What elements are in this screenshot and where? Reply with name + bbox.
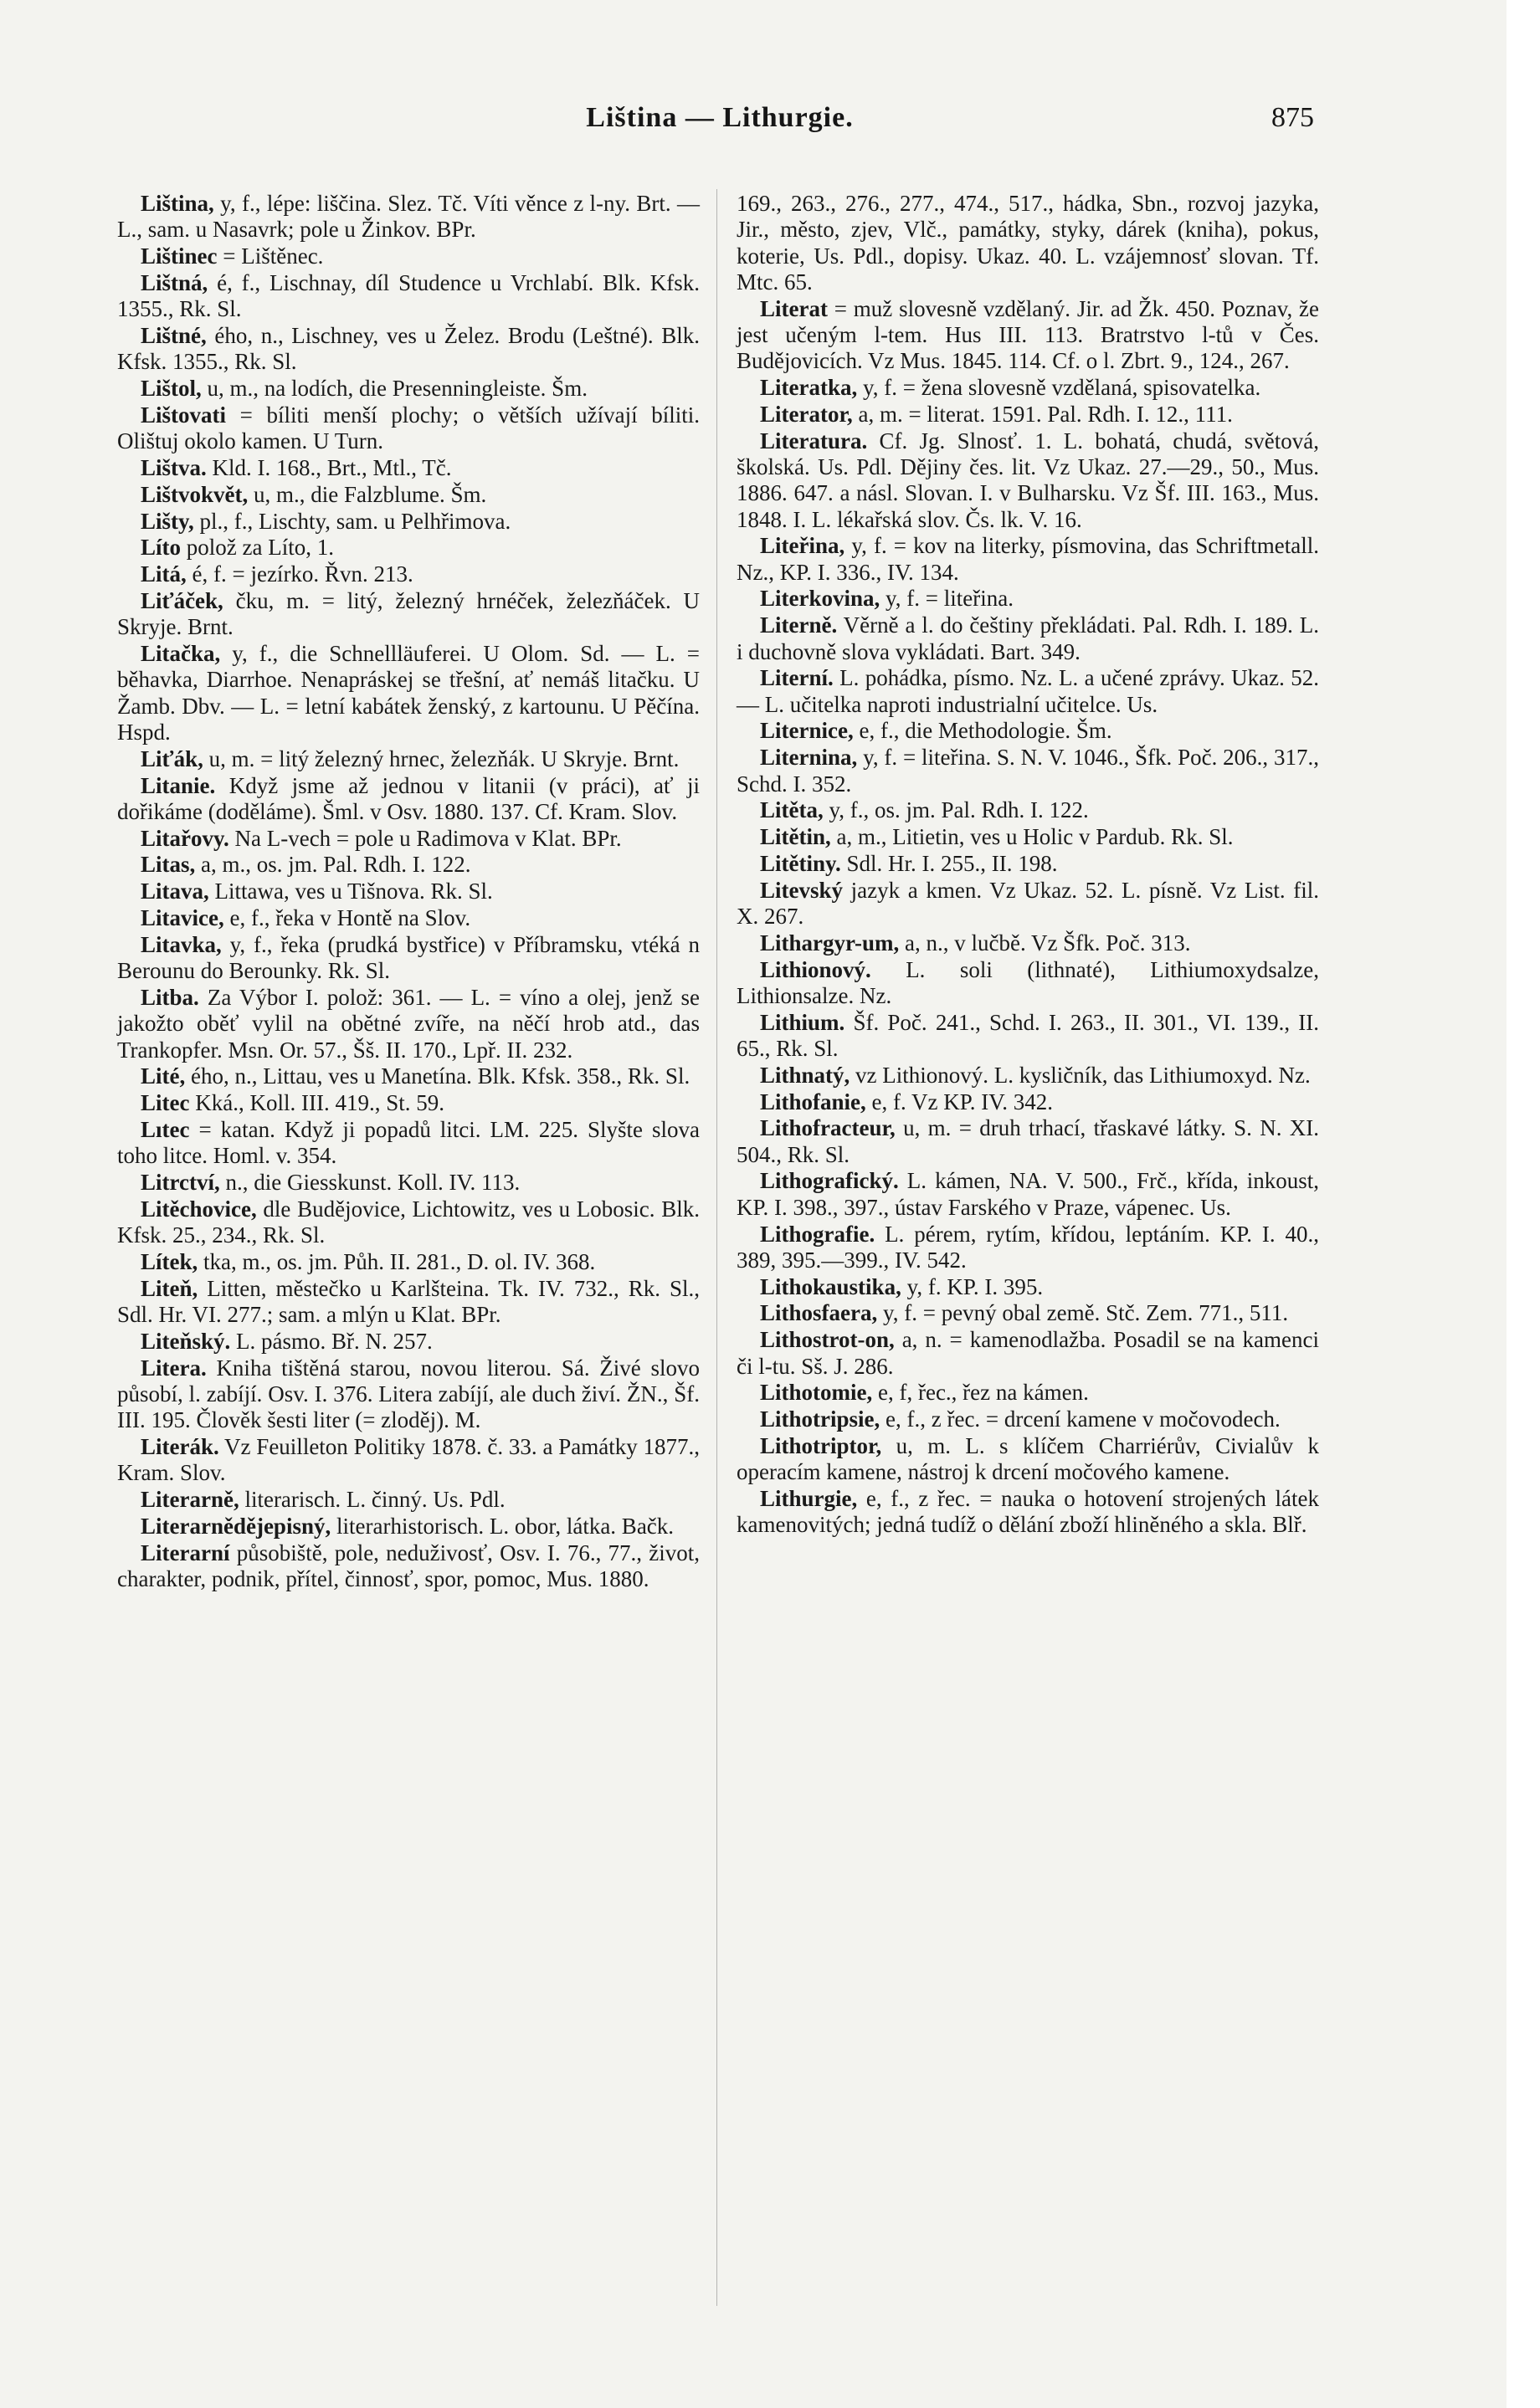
entry-text: y, f., lépe: liščina. Slez. Tč. Víti věnce z l-ny. Brt. — L., sam. u Nasavrk; pole u Žinkov. BPr. <box>117 191 701 243</box>
entry-text: tka, m., os. jm. Půh. II. 281., D. ol. IV. 368. <box>203 1248 596 1274</box>
entry-text: u, m. = druh trhací, třaskavé látky. S. N. XI. 504., Rk. Sl. <box>737 1115 1320 1167</box>
dictionary-entry <box>117 509 700 535</box>
entry-text: y, f. = liteřina. <box>886 586 1014 612</box>
dictionary-entry <box>117 1329 700 1355</box>
entry-text: Věrně a l. do češtiny překládati. Pal. Rdh. I. 189. L. i duchovně slova vykládati. Bart. 349. <box>737 612 1319 664</box>
entry-headword: Lithotomie, <box>760 1380 873 1406</box>
entry-headword: Lıtec <box>141 1116 190 1142</box>
dictionary-entry <box>117 588 700 641</box>
entry-headword: Literkovina, <box>760 586 880 612</box>
entry-text: Na L-vech = pole u Radimova v Klat. BPr. <box>234 825 622 851</box>
entry-headword: Lithurgie, <box>760 1486 858 1512</box>
entry-headword: Litěta, <box>760 797 824 823</box>
entry-text: Sdl. Hr. I. 255., II. 198. <box>846 850 1058 876</box>
dictionary-entry <box>737 1433 1319 1486</box>
entry-headword: Litačka, <box>141 641 221 667</box>
entry-text: é, f. = jezírko. Řvn. 213. <box>192 561 413 587</box>
entry-text: Litten, městečko u Karlšteina. Tk. IV. 732., Rk. Sl., Sdl. Hr. VI. 277.; sam. a mlýn u Klat. BPr. <box>117 1275 701 1327</box>
entry-text: 169., 263., 276., 277., 474., 517., hádka, Sbn., rozvoj jazyka, Jir., město, zjev, Vlč., památky, styky, dárek (kniha), pokus, koterie, Us. Pdl., dopisy. Ukaz. 40. L. vzájemnosť slovan. Tf. Mtc. 65. <box>737 191 1319 295</box>
dictionary-entry <box>117 402 700 455</box>
dictionary-entry <box>117 746 700 772</box>
entry-text: é, f., Lischnay, díl Studence u Vrchlabí. Blk. Kfsk. 1355., Rk. Sl. <box>117 269 700 322</box>
dictionary-entry <box>737 665 1319 718</box>
dictionary-entry <box>117 1196 700 1249</box>
entry-text: = katan. Když ji popadů litci. LM. 225. Slyšte slova toho litce. Homl. v. 354. <box>117 1116 700 1169</box>
entry-text: y, f., os. jm. Pal. Rdh. I. 122. <box>829 797 1089 823</box>
dictionary-entry <box>737 851 1319 877</box>
entry-headword: Literarně, <box>141 1487 239 1513</box>
entry-text: y, f. KP. I. 395. <box>906 1273 1044 1299</box>
entry-headword: Literní. <box>760 665 834 691</box>
dictionary-entry <box>737 797 1319 823</box>
dictionary-entry <box>117 323 700 376</box>
entry-text: = muž slovesně vzdělaný. Jir. ad Žk. 450. Poznav, že jest učeným l-tem. Hus III. 113. Bratrstvo l-tů v Čes. Budějovicích. Vz Mus. 1845. 114. Cf. o l. Zbrt. 9., 124., 267. <box>737 295 1319 374</box>
entry-headword: Liština, <box>141 191 214 216</box>
entry-text: literarisch. L. činný. Us. Pdl. <box>244 1487 506 1513</box>
entry-headword: Lithografie. <box>760 1221 875 1247</box>
dictionary-entry <box>737 824 1319 850</box>
entry-headword: Litavice, <box>141 905 224 931</box>
dictionary-entry <box>117 1487 700 1513</box>
entry-text: L. pérem, rytím, křídou, leptáním. KP. I. 40., 389, 395.—399., IV. 542. <box>737 1221 1319 1273</box>
dictionary-entry <box>737 745 1319 797</box>
entry-text: y, f. = kov na literky, písmovina, das Schriftmetall. Nz., KP. I. 336., IV. 134. <box>737 533 1320 585</box>
entry-headword: Literator, <box>760 401 853 427</box>
entry-headword: Lithotriptor, <box>760 1432 882 1458</box>
entry-text: Kká., Koll. III. 419., St. 59. <box>195 1090 444 1116</box>
entry-text: L. kámen, NA. V. 500., Frč., křída, inkoust, KP. I. 398., 397., ústav Farského v Praze, vápenec. Us. <box>737 1168 1320 1220</box>
entry-text: Vz Feuilleton Politiky 1878. č. 33. a Památky 1877., Kram. Slov. <box>117 1433 700 1486</box>
dictionary-entry <box>737 1406 1319 1432</box>
entry-text: u, m., die Falzblume. Šm. <box>254 481 487 507</box>
entry-text: ého, n., Lischney, ves u Želez. Brodu (Leštné). Blk. Kfsk. 1355., Rk. Sl. <box>117 322 701 375</box>
entry-text: a, m., os. jm. Pal. Rdh. I. 122. <box>201 852 471 878</box>
dictionary-entry <box>117 455 700 481</box>
dictionary-entry <box>117 932 700 985</box>
entry-text: a, m., Litietin, ves u Holic v Pardub. Rk. Sl. <box>836 824 1234 850</box>
entry-headword: Litava, <box>141 879 209 904</box>
dictionary-entry <box>737 1274 1319 1300</box>
dictionary-entry <box>737 586 1319 612</box>
dictionary-entry <box>117 905 700 931</box>
dictionary-entry <box>117 376 700 402</box>
entry-headword: Lithium. <box>760 1009 845 1035</box>
entry-text: vz Lithionový. L. kysličník, das Lithiumoxyd. Nz. <box>855 1062 1311 1088</box>
entry-headword: Litětiny. <box>760 850 841 876</box>
page-number: 875 <box>1271 102 1314 133</box>
entry-headword: Lithionový. <box>760 956 871 982</box>
entry-headword: Litařovy. <box>141 825 229 851</box>
entry-text: y, f. = liteřina. S. N. V. 1046., Šfk. Poč. 206., 317., Schd. I. 352. <box>737 745 1319 797</box>
entry-text: u, m., na lodích, die Presenningleiste. Šm. <box>207 376 588 402</box>
entry-headword: Litá, <box>141 561 187 587</box>
entry-text: y, f., řeka (prudká bystřice) v Příbramsku, vtéká n Berounu do Berounky. Rk. Sl. <box>117 931 701 984</box>
dictionary-entry <box>117 191 700 243</box>
left-column <box>117 191 700 1593</box>
entry-text: e, f., řeka v Hontě na Slov. <box>229 905 471 931</box>
entry-text: Za Výbor I. polož: 361. — L. = víno a olej, jenž se jakožto oběť vylil na obětné zvíře, na něčí hrob atd., das Trankopfer. Msn. Or. 57., Šš. II. 170., Lpř. II. 232. <box>117 984 700 1063</box>
dictionary-entry <box>737 612 1319 665</box>
dictionary-entry <box>117 561 700 587</box>
entry-headword: Litera. <box>141 1355 207 1381</box>
entry-headword: Litětin, <box>760 824 831 850</box>
entry-headword: Liteňský. <box>141 1328 231 1354</box>
entry-headword: Liťák, <box>141 745 203 771</box>
dictionary-entry <box>737 718 1319 744</box>
entry-text: L. pohádka, písmo. Nz. L. a učené zprávy. Ukaz. 52. — L. učitelka naproti industrialní učitelce. Us. <box>737 665 1319 717</box>
dictionary-entry <box>737 1089 1319 1115</box>
entry-text: Cf. Jg. Slnosť. 1. L. bohatá, chudá, světová, školská. Us. Pdl. Dějiny čes. lit. Vz Ukaz. 27.—29., 50., Mus. 1886. 647. a násl. Slovan. I. v Bulharsku. Vz Šf. III. 163., Mus. 1848. I. L. lékařská slov. Čs. lk. V. 16. <box>737 428 1319 532</box>
entry-text: Šf. Poč. 241., Schd. I. 263., II. 301., VI. 139., II. 65., Rk. Sl. <box>737 1009 1320 1061</box>
entry-headword: Literně. <box>760 612 838 638</box>
entry-headword: Liteň, <box>141 1275 198 1301</box>
dictionary-entry <box>737 878 1319 930</box>
entry-text: literarhistorisch. L. obor, látka. Bačk. <box>336 1513 675 1539</box>
entry-text: e, f. Vz KP. IV. 342. <box>871 1089 1054 1114</box>
entry-headword: Lithokaustika, <box>760 1273 901 1299</box>
entry-headword: Litec <box>141 1090 190 1116</box>
entry-text: y, f. = pevný obal země. Stč. Zem. 771., 511. <box>882 1300 1289 1326</box>
entry-headword: Litevský <box>760 877 844 903</box>
dictionary-entry <box>117 1117 700 1170</box>
entry-text: Kld. I. 168., Brt., Mtl., Tč. <box>212 454 452 480</box>
entry-text: e, f, řec., řez na kámen. <box>878 1380 1089 1406</box>
dictionary-entry <box>117 1434 700 1487</box>
entry-headword: Literák. <box>141 1433 219 1459</box>
entry-text: n., die Giesskunst. Koll. IV. 113. <box>225 1169 521 1195</box>
entry-headword: Litrctví, <box>141 1169 220 1195</box>
entry-text: čku, m. = litý, železný hrnéček, železňáček. U Skryje. Brnt. <box>117 587 701 640</box>
entry-text: Kniha tištěná starou, novou literou. Sá. Živé slovo působí, l. zabíjí. Osv. I. 376. Litera zabíjí, ale duch živí. ŽN., Šf. III. 195. Člověk šesti liter (= zloděj). M. <box>117 1355 700 1433</box>
entry-text: polož za Líto, 1. <box>186 535 334 561</box>
dictionary-entry <box>737 1168 1319 1221</box>
entry-headword: Lištvokvět, <box>141 481 249 507</box>
entry-text: pl., f., Lischty, sam. u Pelhřimova. <box>199 508 511 534</box>
entry-headword: Lišty, <box>141 508 194 534</box>
entry-headword: Lištovati <box>141 402 227 428</box>
dictionary-entry <box>117 535 700 561</box>
dictionary-entry <box>117 1540 700 1593</box>
entry-text: y, f. = žena slovesně vzdělaná, spisovatelka. <box>862 375 1261 401</box>
entry-headword: Lithargyr-um, <box>760 930 900 956</box>
entry-text: e, f., z řec. = nauka o hotovení strojených látek kamenovitých; jedná tudíž o dělání zboží hliněného a skla. Blř. <box>737 1486 1319 1538</box>
dictionary-entry <box>737 1010 1319 1063</box>
entry-headword: Lithosfaera, <box>760 1300 878 1326</box>
running-title: Liština — Lithurgie. <box>586 102 854 133</box>
entry-headword: Litavka, <box>141 931 222 957</box>
dictionary-entry <box>117 1514 700 1540</box>
dictionary-entry <box>737 1380 1319 1406</box>
right-column <box>737 191 1319 1539</box>
dictionary-entry <box>737 191 1319 295</box>
dictionary-entry <box>117 879 700 904</box>
entry-headword: Lité, <box>141 1063 186 1089</box>
dictionary-entry <box>737 533 1319 586</box>
entry-text: dle Budějovice, Lichtowitz, ves u Lobosic. Blk. Kfsk. 25., 234., Rk. Sl. <box>117 1196 701 1248</box>
dictionary-entry <box>737 1063 1319 1089</box>
entry-text: = bíliti menší plochy; o větších užívají bíliti. Olištuj okolo kamen. U Turn. <box>117 402 700 454</box>
entry-text: Littawa, ves u Tišnova. Rk. Sl. <box>214 879 493 904</box>
dictionary-entry <box>117 985 700 1063</box>
dictionary-entry <box>117 773 700 826</box>
entry-headword: Lithotripsie, <box>760 1406 880 1432</box>
entry-text: y, f., die Schnellläuferei. U Olom. Sd. — L. = běhavka, Diarrhoe. Nenapráskej se třešní, ať nemáš litačku. U Žamb. Dbv. — L. = letní kabátek ženský, z kartounu. U Pěčína. Hspd. <box>117 641 700 745</box>
dictionary-entry <box>117 1063 700 1089</box>
dictionary-entry <box>117 852 700 878</box>
entry-headword: Lištná, <box>141 269 208 295</box>
entry-headword: Lithostrot-on, <box>760 1327 895 1353</box>
entry-headword: Literatka, <box>760 375 858 401</box>
entry-text: u, m. L. s klíčem Charriérův, Civialův k operacím kamene, nástroj k drcení močového kamene. <box>737 1432 1320 1485</box>
dictionary-entry <box>737 1222 1319 1274</box>
dictionary-entry <box>117 243 700 269</box>
entry-headword: Lítek, <box>141 1248 198 1274</box>
page-header <box>126 102 1314 142</box>
entry-text: ého, n., Littau, ves u Manetína. Blk. Kfsk. 358., Rk. Sl. <box>191 1063 690 1089</box>
entry-headword: Lištol, <box>141 376 202 402</box>
entry-headword: Literat <box>760 295 828 321</box>
entry-headword: Lithofanie, <box>760 1089 866 1114</box>
entry-headword: Liternice, <box>760 718 854 744</box>
entry-headword: Litas, <box>141 852 196 878</box>
dictionary-entry <box>737 402 1319 428</box>
entry-text: e, f., z řec. = drcení kamene v močovodech. <box>886 1406 1281 1432</box>
entry-text: = Lištěnec. <box>223 243 324 269</box>
dictionary-entry <box>117 1355 700 1434</box>
entry-text: e, f., die Methodologie. Šm. <box>859 718 1112 744</box>
entry-text: a, n., v lučbě. Vz Šfk. Poč. 313. <box>904 930 1191 956</box>
dictionary-entry <box>737 1115 1319 1168</box>
dictionary-entry <box>117 826 700 852</box>
dictionary-entry <box>117 1249 700 1275</box>
entry-headword: Lithnatý, <box>760 1062 850 1088</box>
column-divider <box>716 189 717 2306</box>
dictionary-entry <box>737 1327 1319 1380</box>
entry-headword: Litanie. <box>141 772 216 798</box>
entry-headword: Liťáček, <box>141 587 223 613</box>
dictionary-entry <box>737 957 1319 1010</box>
dictionary-entry <box>737 930 1319 956</box>
entry-headword: Liternina, <box>760 745 858 771</box>
entry-headword: Lithofracteur, <box>760 1115 896 1141</box>
entry-headword: Literatura. <box>760 428 868 453</box>
entry-text: L. soli (lithnaté), Lithiumoxydsalze, Lithionsalze. Nz. <box>737 956 1320 1008</box>
entry-text: a, m. = literat. 1591. Pal. Rdh. I. 12., 111. <box>858 401 1233 427</box>
entry-text: u, m. = litý železný hrnec, železňák. U Skryje. Brnt. <box>208 745 680 771</box>
entry-headword: Lithografický. <box>760 1168 899 1194</box>
entry-text: a, n. = kamenodlažba. Posadil se na kamenci či l-tu. Sš. J. 286. <box>737 1327 1320 1379</box>
dictionary-entry <box>117 482 700 508</box>
entry-text: působiště, pole, neduživosť, Osv. I. 76., 77., život, charakter, podnik, přítel, činnosť, spor, pomoc, Mus. 1880. <box>117 1540 701 1591</box>
entry-text: jazyk a kmen. Vz Ukaz. 52. L. písně. Vz List. fil. X. 267. <box>737 877 1319 930</box>
entry-headword: Líto <box>141 535 182 561</box>
dictionary-entry <box>737 428 1319 533</box>
entry-headword: Literarní <box>141 1540 230 1565</box>
dictionary-entry <box>117 270 700 323</box>
entry-text: L. pásmo. Bř. N. 257. <box>236 1328 433 1354</box>
entry-headword: Literarnědějepisný, <box>141 1513 331 1539</box>
dictionary-entry <box>117 1090 700 1116</box>
dictionary-entry <box>737 296 1319 375</box>
dictionary-entry <box>737 1300 1319 1326</box>
dictionary-entry <box>737 375 1319 401</box>
entry-headword: Lištné, <box>141 322 207 348</box>
entry-headword: Litěchovice, <box>141 1196 257 1222</box>
entry-headword: Lištva. <box>141 454 207 480</box>
dictionary-entry <box>117 641 700 745</box>
dictionary-entry <box>737 1486 1319 1539</box>
entry-text: Když jsme až jednou v litanii (v práci), ať ji dořikáme (doděláme). Šml. v Osv. 1880. 137. Cf. Kram. Slov. <box>117 772 701 824</box>
entry-headword: Liteřina, <box>760 533 845 559</box>
entry-headword: Litba. <box>141 984 199 1010</box>
dictionary-entry <box>117 1276 700 1329</box>
dictionary-entry <box>117 1170 700 1196</box>
entry-headword: Lištinec <box>141 243 218 269</box>
